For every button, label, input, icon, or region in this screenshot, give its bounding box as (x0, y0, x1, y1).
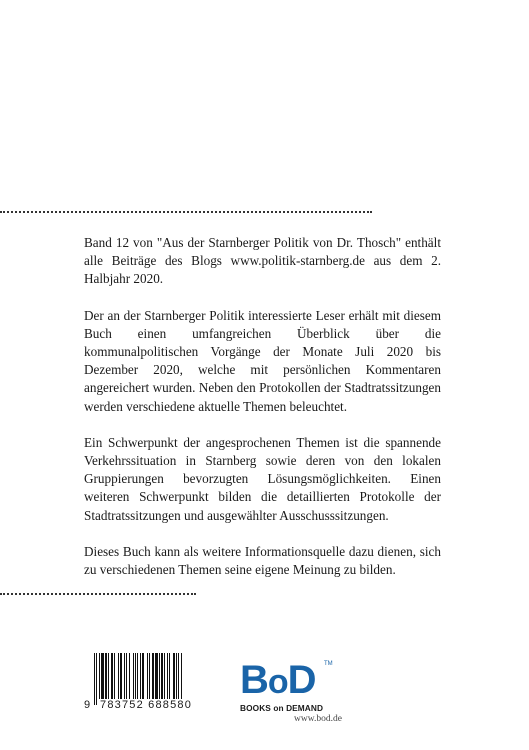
logo-letter-d: D (287, 658, 316, 702)
bod-tagline: BOOKS on DEMAND (240, 703, 324, 713)
barcode-bar (133, 653, 134, 705)
blurb-paragraph-4: Dieses Buch kann als weitere Informationsquelle dazu dienen, sich zu verschiedenen Themen seine eigene Meinung zu bilden. (84, 543, 441, 578)
barcode-bar (181, 653, 182, 705)
barcode-bar (176, 653, 177, 705)
blurb-paragraph-3: Ein Schwerpunkt der angesprochenen Themen ist die spannende Verkehrssituation in Starnberg sowie deren von den lokalen Gruppierungen bevorzugten Lösungsmöglichkeiten. Einen weiteren Schwerpunkt bilden die detaillierten Protokolle der Stadtratssitzungen und ausgewählter Ausschusssitzungen. (84, 434, 441, 523)
barcode-bar (118, 653, 119, 705)
barcode-bar (137, 653, 138, 705)
barcode-bar (173, 653, 175, 705)
blurb-paragraph-1: Band 12 von "Aus der Starnberger Politik von Dr. Thosch" enthält alle Beiträge des Blogs www.politik-starnberg.de aus dem 2. Halbjahr 2020. (84, 235, 441, 287)
top-dotted-rule (0, 211, 372, 213)
barcode-bar (161, 653, 163, 705)
barcode-bar (140, 653, 141, 705)
isbn-barcode (84, 653, 220, 713)
bod-logo-mark (240, 658, 336, 702)
logo-letter-b: B (240, 658, 268, 702)
barcode-bar (149, 653, 150, 705)
barcode-bar (108, 653, 109, 705)
barcode-bar (167, 653, 168, 705)
barcode-bar (178, 653, 179, 705)
barcode-bar (114, 653, 115, 705)
bottom-dotted-rule (0, 593, 196, 595)
barcode-bar (99, 653, 100, 705)
back-cover-blurb (84, 234, 441, 597)
barcode-bar (124, 653, 125, 705)
barcode-bar (126, 653, 127, 705)
barcode-bar (159, 653, 160, 705)
barcode-bar (101, 653, 104, 705)
trademark-symbol: TM (324, 661, 333, 667)
barcode-bar (169, 653, 170, 705)
barcode-bar (135, 653, 136, 705)
barcode-first-digit: 9 (84, 699, 92, 711)
barcode-bars (94, 653, 212, 705)
barcode-bar (120, 653, 122, 705)
barcode-number: 783752 688580 (100, 699, 193, 711)
barcode-bar (152, 653, 154, 705)
bod-logo (240, 658, 336, 713)
barcode-bar (129, 653, 130, 705)
barcode-bar (142, 653, 144, 705)
publisher-url: www.bod.de (294, 714, 342, 724)
barcode-bar (94, 653, 95, 705)
logo-letter-o: o (267, 663, 288, 701)
barcode-bar (96, 653, 97, 705)
blurb-paragraph-2: Der an der Starnberger Politik interessierte Leser erhält mit diesem Buch einen umfangreichen Überblick über die kommunalpolitischen Vorgänge der Monate Juli 2020 bis Dezember 2020, welche mit persönlichen Kommentaren angereichert wurden. Neben den Protokollen der Stadtratssitzungen werden verschiedene aktuelle Themen beleuchtet. (84, 307, 441, 414)
barcode-bar (147, 653, 148, 705)
barcode-bar (111, 653, 113, 705)
barcode-bar (155, 653, 158, 705)
barcode-bar (105, 653, 107, 705)
barcode-bar (164, 653, 165, 705)
